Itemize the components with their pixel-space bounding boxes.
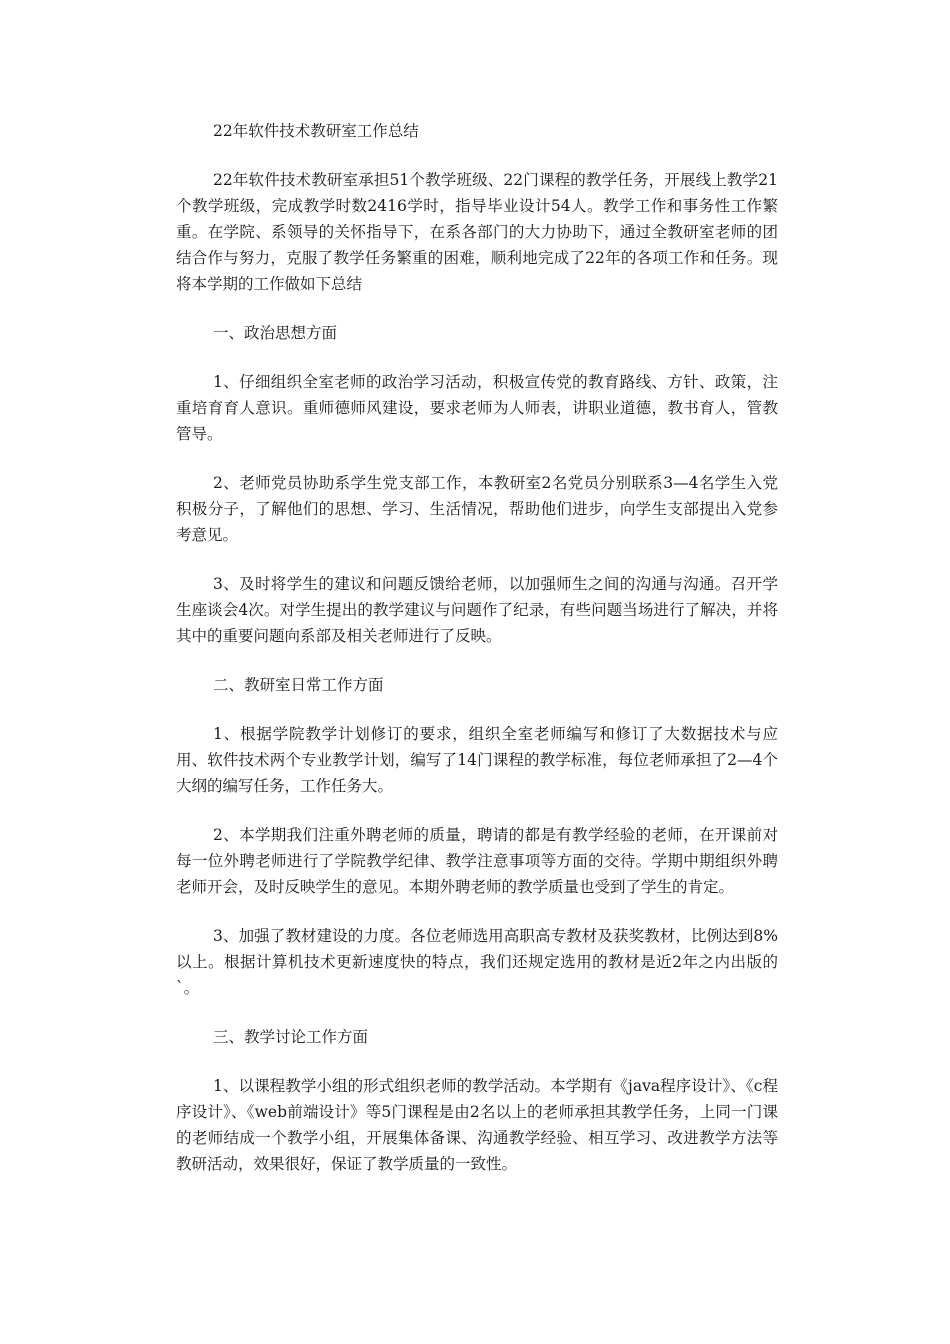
intro-paragraph: 22年软件技术教研室承担51个教学班级、22门课程的教学任务，开展线上教学21个教学班级，完成教学时数2416学时，指导毕业设计54人。教学工作和事务性工作繁重。在学院、系领导的关怀指导下，在系各部门的大力协助下，通过全教研室老师的团结合作与努力，克服了教学任务繁重的困难，顺利地完成了22年的各项工作和任务。现将本学期的工作做如下总结 <box>176 171 778 293</box>
paragraph: 3、及时将学生的建议和问题反馈给老师，以加强师生之间的沟通与沟通。召开学生座谈会4次。对学生提出的教学建议与问题作了纪录，有些问题当场进行了解决，并将其中的重要问题向系部及相关老师进行了反映。 <box>176 575 778 645</box>
paragraph: 2、本学期我们注重外聘老师的质量，聘请的都是有教学经验的老师，在开课前对每一位外聘老师进行了学院教学纪律、教学注意事项等方面的交待。学期中期组织外聘老师开会，及时反映学生的意见。本期外聘老师的教学质量也受到了学生的肯定。 <box>176 826 778 896</box>
section-heading-teaching-discussion: 三、教学讨论工作方面 <box>213 1028 369 1046</box>
paragraph: 1、根据学院教学计划修订的要求，组织全室老师编写和修订了大数据技术与应用、软件技术两个专业教学计划，编写了14门课程的教学标准，每位老师承担了2—4个大纲的编写任务，工作任务大。 <box>176 725 778 795</box>
section-heading-politics: 一、政治思想方面 <box>213 324 338 342</box>
paragraph: 1、以课程教学小组的形式组织老师的教学活动。本学期有《java程序设计》、《c程序设计》、《web前端设计》等5门课程是由2名以上的老师承担其教学任务，上同一门课的老师结成一个教学小组，开展集体备课、沟通教学经验、相互学习、改进教学方法等教研活动，效果很好，保证了教学质量的一致性。 <box>176 1077 778 1173</box>
paragraph: 3、加强了教材建设的力度。各位老师选用高职高专教材及获奖教材，比例达到8%以上。根据计算机技术更新速度快的特点，我们还规定选用的教材是近2年之内出版的`。 <box>176 927 778 997</box>
section-heading-daily-work: 二、教研室日常工作方面 <box>213 676 384 694</box>
document-body <box>176 118 778 1200</box>
document-title: 22年软件技术教研室工作总结 <box>213 122 419 140</box>
paragraph: 2、老师党员协助系学生党支部工作，本教研室2名党员分别联系3—4名学生入党积极分子，了解他们的思想、学习、生活情况，帮助他们进步，向学生支部提出入党参考意见。 <box>176 474 778 544</box>
paragraph: 1、仔细组织全室老师的政治学习活动，积极宣传党的教育路线、方针、政策，注重培育育人意识。重师德师风建设，要求老师为人师表，讲职业道德，教书育人，管教管导。 <box>176 373 778 443</box>
